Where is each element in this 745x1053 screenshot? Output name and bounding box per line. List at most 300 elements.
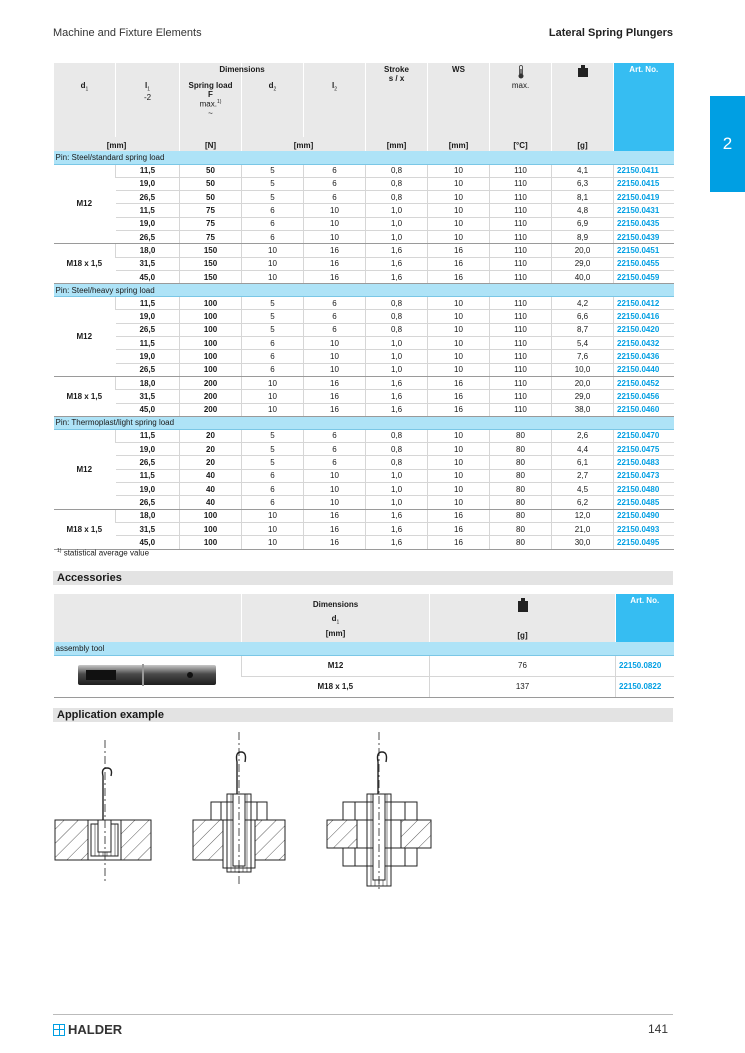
table-cell: 6: [242, 469, 304, 482]
table-cell: 16: [304, 522, 366, 535]
table-cell: 80: [490, 429, 552, 442]
table-cell: 200: [180, 403, 242, 416]
application-drawings: [53, 732, 453, 892]
table-cell: 5: [242, 323, 304, 336]
art-no-link[interactable]: 22150.0493: [614, 522, 674, 535]
table-cell: 1,0: [366, 230, 428, 243]
table-cell: 45,0: [116, 403, 180, 416]
table-cell: 21,0: [552, 522, 614, 535]
table-cell: 0,8: [366, 323, 428, 336]
table-cell: 20: [180, 429, 242, 442]
table-row: [54, 297, 674, 310]
table-cell: 1,6: [366, 376, 428, 389]
table-cell: 110: [490, 376, 552, 389]
table-cell: 20,0: [552, 244, 614, 257]
table-cell: 6: [304, 323, 366, 336]
table-cell: 26,5: [116, 230, 180, 243]
table-cell: 12,0: [552, 509, 614, 522]
table-cell: 10: [428, 483, 490, 496]
table-cell: 6: [304, 177, 366, 190]
table-cell: 6: [304, 443, 366, 456]
table-cell: 10: [428, 204, 490, 217]
table-cell: 29,0: [552, 257, 614, 270]
art-no-link[interactable]: 22150.0439: [614, 230, 674, 243]
table-cell: 1,0: [366, 217, 428, 230]
table-cell: 16: [428, 244, 490, 257]
table-cell: 10: [242, 257, 304, 270]
art-no-link[interactable]: 22150.0415: [614, 177, 674, 190]
table-cell: 10: [242, 244, 304, 257]
table-row: [54, 522, 674, 535]
table-cell: 40,0: [552, 270, 614, 283]
accessories-heading: Accessories: [53, 571, 673, 585]
table-cell: 10: [304, 496, 366, 509]
table-cell: 19,0: [116, 483, 180, 496]
col-d1: $d_1$: [54, 63, 116, 137]
table-cell: 100: [180, 310, 242, 323]
thread-size-cell: M12: [54, 429, 116, 509]
table-cell: 8,7: [552, 323, 614, 336]
table-row: [54, 191, 674, 204]
col-ws: WS: [428, 63, 490, 137]
table-cell: 1,0: [366, 350, 428, 363]
table-cell: 110: [490, 244, 552, 257]
table-cell: 1,6: [366, 390, 428, 403]
table-cell: 100: [180, 337, 242, 350]
table-cell: 11,5: [116, 469, 180, 482]
art-no-link[interactable]: 22150.0436: [614, 350, 674, 363]
table-row: [54, 217, 674, 230]
table-cell: 4,2: [552, 297, 614, 310]
table-row: [54, 204, 674, 217]
table-row: [54, 257, 674, 270]
table-cell: 80: [490, 456, 552, 469]
table-cell: 19,0: [116, 177, 180, 190]
table-cell: 1,0: [366, 204, 428, 217]
table-cell: 10: [428, 456, 490, 469]
acc-d1: M18 x 1,5: [242, 676, 430, 697]
dimensions-heading: Dimensions: [219, 65, 265, 74]
table-row: [54, 350, 674, 363]
table-cell: 110: [490, 297, 552, 310]
table-cell: 2,7: [552, 469, 614, 482]
table-cell: 40: [180, 496, 242, 509]
table-cell: 75: [180, 230, 242, 243]
thread-size-cell: M12: [54, 164, 116, 244]
table-cell: 200: [180, 390, 242, 403]
table-cell: 10: [304, 363, 366, 376]
table-cell: 20,0: [552, 376, 614, 389]
table-cell: 5,4: [552, 337, 614, 350]
section-row: assembly tool: [54, 642, 674, 655]
table-row: [54, 443, 674, 456]
table-cell: 11,5: [116, 164, 180, 177]
art-no-link[interactable]: 22150.0485: [614, 496, 674, 509]
table-cell: 6: [304, 310, 366, 323]
table-cell: 10: [242, 376, 304, 389]
table-cell: 18,0: [116, 376, 180, 389]
art-no-link[interactable]: 22150.0480: [614, 483, 674, 496]
thermometer-icon: [517, 65, 525, 79]
table-cell: 80: [490, 443, 552, 456]
art-no-link[interactable]: 22150.0432: [614, 337, 674, 350]
table-cell: 31,5: [116, 390, 180, 403]
table-cell: 110: [490, 230, 552, 243]
art-no-link[interactable]: 22150.0483: [614, 456, 674, 469]
table-cell: 31,5: [116, 522, 180, 535]
table-cell: 10: [428, 177, 490, 190]
acc-col-art-no: Art. No.: [616, 594, 674, 642]
spring-plunger-table: [53, 63, 673, 550]
running-header-right: Lateral Spring Plungers: [548, 27, 673, 39]
table-cell: 16: [304, 376, 366, 389]
acc-col-dimensions: Dimensions $d_1$ [mm]: [242, 594, 430, 642]
table-cell: 10: [428, 443, 490, 456]
table-cell: 1,0: [366, 469, 428, 482]
table-cell: 100: [180, 536, 242, 549]
table-cell: 150: [180, 257, 242, 270]
table-cell: 1,6: [366, 522, 428, 535]
art-no-link[interactable]: 22150.0451: [614, 244, 674, 257]
table-cell: 16: [304, 244, 366, 257]
table-cell: 11,5: [116, 204, 180, 217]
table-cell: 1,6: [366, 403, 428, 416]
table-cell: 6: [304, 456, 366, 469]
art-no-link[interactable]: 22150.0411: [614, 164, 674, 177]
table-cell: 5: [242, 164, 304, 177]
table-cell: 110: [490, 390, 552, 403]
table-row: [54, 230, 674, 243]
table-cell: 110: [490, 310, 552, 323]
table-cell: 5: [242, 429, 304, 442]
art-no-link[interactable]: 22150.0475: [614, 443, 674, 456]
thread-size-cell: M18 x 1,5: [54, 509, 116, 549]
table-cell: 10: [428, 337, 490, 350]
halder-logo-icon: [53, 1024, 65, 1036]
table-cell: 20: [180, 456, 242, 469]
table-cell: 110: [490, 177, 552, 190]
table-cell: 1,6: [366, 270, 428, 283]
table-cell: 0,8: [366, 191, 428, 204]
table-cell: 31,5: [116, 257, 180, 270]
table-cell: 6: [304, 429, 366, 442]
table-row: [54, 310, 674, 323]
table-cell: 26,5: [116, 363, 180, 376]
table-cell: 5: [242, 310, 304, 323]
table-cell: 10: [242, 270, 304, 283]
table-cell: 11,5: [116, 337, 180, 350]
table-cell: 10: [428, 297, 490, 310]
table-cell: 80: [490, 469, 552, 482]
art-no-link[interactable]: 22150.0495: [614, 536, 674, 549]
table-cell: 6: [242, 496, 304, 509]
running-header-left: Machine and Fixture Elements: [53, 27, 202, 39]
art-no-link[interactable]: 22150.0459: [614, 270, 674, 283]
table-cell: 8,1: [552, 191, 614, 204]
table-cell: 10: [428, 230, 490, 243]
table-cell: 10: [242, 509, 304, 522]
art-no-link[interactable]: 22150.0431: [614, 204, 674, 217]
footer-divider: [53, 1014, 673, 1015]
acc-col-weight: [g]: [430, 594, 616, 642]
table-cell: 10: [242, 522, 304, 535]
table-cell: 110: [490, 217, 552, 230]
table-cell: 10: [428, 217, 490, 230]
art-no-link[interactable]: 22150.0473: [614, 469, 674, 482]
table-cell: 10: [304, 217, 366, 230]
footnote: $^{1)}$ statistical average value: [57, 548, 150, 558]
table-cell: 1,0: [366, 337, 428, 350]
table-cell: 6,6: [552, 310, 614, 323]
table-cell: 20: [180, 443, 242, 456]
thread-size-cell: M18 x 1,5: [54, 244, 116, 284]
table-row: [54, 323, 674, 336]
table-cell: 6: [304, 164, 366, 177]
table-cell: 6: [242, 337, 304, 350]
application-drawing-3: [327, 732, 431, 890]
table-cell: 6: [242, 483, 304, 496]
table-cell: 110: [490, 337, 552, 350]
accessories-table: [53, 594, 673, 698]
table-cell: 110: [490, 270, 552, 283]
table-cell: 26,5: [116, 323, 180, 336]
table-cell: 16: [428, 270, 490, 283]
table-cell: 10: [428, 363, 490, 376]
table-cell: 38,0: [552, 403, 614, 416]
assembly-tool-image: [54, 655, 242, 697]
col-l2: $l_2$: [304, 63, 366, 137]
table-cell: 10: [304, 230, 366, 243]
table-cell: 19,0: [116, 310, 180, 323]
table-cell: 10: [428, 310, 490, 323]
table-cell: 18,0: [116, 244, 180, 257]
table-cell: 0,8: [366, 177, 428, 190]
table-row: [54, 270, 674, 283]
table-cell: 11,5: [116, 429, 180, 442]
table-cell: 150: [180, 270, 242, 283]
weight-icon: [577, 65, 589, 77]
art-no-link[interactable]: 22150.0452: [614, 376, 674, 389]
table-cell: 6: [242, 217, 304, 230]
table-cell: 6,9: [552, 217, 614, 230]
table-cell: 80: [490, 496, 552, 509]
table-cell: 110: [490, 323, 552, 336]
table-cell: 75: [180, 217, 242, 230]
chapter-tab[interactable]: 2: [710, 96, 745, 192]
table-cell: 6,3: [552, 177, 614, 190]
table-cell: 6: [304, 297, 366, 310]
table-cell: 0,8: [366, 164, 428, 177]
table-cell: 10: [304, 483, 366, 496]
table-cell: 10: [304, 350, 366, 363]
table-row: [54, 376, 674, 389]
table-cell: 80: [490, 483, 552, 496]
table-cell: 80: [490, 536, 552, 549]
acc-art-no[interactable]: 22150.0820: [616, 655, 674, 676]
table-cell: 10: [242, 390, 304, 403]
table-cell: 6: [242, 204, 304, 217]
table-cell: 45,0: [116, 270, 180, 283]
col-art-no: Art. No.: [614, 63, 674, 137]
table-row: [54, 363, 674, 376]
table-row: [54, 244, 674, 257]
table-cell: 110: [490, 191, 552, 204]
table-cell: 0,8: [366, 456, 428, 469]
table-cell: 100: [180, 522, 242, 535]
table-cell: 5: [242, 297, 304, 310]
table-cell: 16: [304, 509, 366, 522]
thread-size-cell: M18 x 1,5: [54, 376, 116, 416]
table-cell: 10: [242, 536, 304, 549]
art-no-link[interactable]: 22150.0440: [614, 363, 674, 376]
table-cell: 100: [180, 509, 242, 522]
thread-size-cell: M12: [54, 297, 116, 377]
acc-art-no[interactable]: 22150.0822: [616, 676, 674, 697]
table-cell: 6: [304, 191, 366, 204]
table-cell: 1,0: [366, 363, 428, 376]
table-cell: 16: [428, 403, 490, 416]
table-row: [54, 403, 674, 416]
art-no-link[interactable]: 22150.0470: [614, 429, 674, 442]
table-cell: 10: [428, 496, 490, 509]
col-d2: $d_2$: [242, 63, 304, 137]
table-cell: 10: [428, 191, 490, 204]
table-cell: 0,8: [366, 429, 428, 442]
table-cell: 50: [180, 164, 242, 177]
table-cell: 10: [428, 469, 490, 482]
table-cell: 19,0: [116, 350, 180, 363]
table-cell: 1,6: [366, 509, 428, 522]
table-cell: 29,0: [552, 390, 614, 403]
table-cell: 4,8: [552, 204, 614, 217]
table-row: [54, 509, 674, 522]
table-cell: 16: [428, 257, 490, 270]
acc-weight: 76: [430, 655, 616, 676]
table-cell: 6: [242, 363, 304, 376]
section-row: Pin: Steel/heavy spring load: [54, 284, 674, 297]
table-cell: 4,4: [552, 443, 614, 456]
table-cell: 6: [242, 230, 304, 243]
table-cell: 110: [490, 350, 552, 363]
table-cell: 10: [242, 403, 304, 416]
table-cell: 18,0: [116, 509, 180, 522]
table-cell: 100: [180, 297, 242, 310]
table-cell: 6,2: [552, 496, 614, 509]
table-cell: 150: [180, 244, 242, 257]
col-temperature: max.: [490, 63, 552, 137]
table-cell: 200: [180, 376, 242, 389]
art-no-link[interactable]: 22150.0490: [614, 509, 674, 522]
application-drawing-1: [55, 740, 151, 882]
art-no-link[interactable]: 22150.0416: [614, 310, 674, 323]
art-no-link[interactable]: 22150.0435: [614, 217, 674, 230]
table-cell: 100: [180, 323, 242, 336]
art-no-link[interactable]: 22150.0455: [614, 257, 674, 270]
table-cell: 1,6: [366, 536, 428, 549]
art-no-link[interactable]: 22150.0420: [614, 323, 674, 336]
table-cell: 16: [428, 536, 490, 549]
section-row: Pin: Thermoplast/light spring load: [54, 416, 674, 429]
table-cell: 16: [304, 390, 366, 403]
table-cell: 19,0: [116, 443, 180, 456]
table-cell: 110: [490, 363, 552, 376]
table-cell: 5: [242, 191, 304, 204]
table-cell: 26,5: [116, 191, 180, 204]
acc-weight: 137: [430, 676, 616, 697]
table-cell: 10: [428, 350, 490, 363]
table-cell: 10: [304, 337, 366, 350]
table-cell: 50: [180, 191, 242, 204]
col-stroke: Stroke s / x: [366, 63, 428, 137]
table-cell: 110: [490, 403, 552, 416]
table-cell: 7,6: [552, 350, 614, 363]
table-cell: 16: [304, 536, 366, 549]
table-cell: 10,0: [552, 363, 614, 376]
col-l1: $l_1$ -2: [116, 63, 180, 137]
table-cell: 1,0: [366, 483, 428, 496]
col-weight: [552, 63, 614, 137]
table-cell: 110: [490, 257, 552, 270]
table-cell: 100: [180, 350, 242, 363]
table-cell: 75: [180, 204, 242, 217]
table-cell: 40: [180, 469, 242, 482]
table-cell: 10: [428, 323, 490, 336]
table-cell: 4,1: [552, 164, 614, 177]
table-cell: 10: [304, 204, 366, 217]
table-row: [54, 429, 674, 442]
table-cell: 26,5: [116, 456, 180, 469]
table-cell: 11,5: [116, 297, 180, 310]
table-cell: 8,9: [552, 230, 614, 243]
art-no-link[interactable]: 22150.0419: [614, 191, 674, 204]
table-cell: 50: [180, 177, 242, 190]
table-cell: 6,1: [552, 456, 614, 469]
col-spring-load: Dimensions Spring load F max.$^{1)}$ ~: [180, 63, 242, 137]
table-cell: 16: [304, 257, 366, 270]
table-cell: 0,8: [366, 310, 428, 323]
table-cell: 0,8: [366, 443, 428, 456]
table-row: [54, 337, 674, 350]
table-row: [54, 496, 674, 509]
table-cell: 80: [490, 522, 552, 535]
weight-icon: [517, 598, 529, 612]
table-cell: 10: [428, 164, 490, 177]
table-cell: 16: [428, 390, 490, 403]
table-cell: 10: [304, 469, 366, 482]
table-cell: 26,5: [116, 496, 180, 509]
table-cell: 6: [242, 350, 304, 363]
table-cell: 40: [180, 483, 242, 496]
table-cell: 30,0: [552, 536, 614, 549]
art-no-link[interactable]: 22150.0460: [614, 403, 674, 416]
application-drawing-2: [193, 732, 285, 887]
section-row: Pin: Steel/standard spring load: [54, 151, 674, 164]
page-number: 141: [647, 1022, 668, 1036]
table-cell: 110: [490, 164, 552, 177]
table-cell: 1,0: [366, 496, 428, 509]
table-cell: 16: [304, 403, 366, 416]
art-no-link[interactable]: 22150.0412: [614, 297, 674, 310]
table-cell: 1,6: [366, 257, 428, 270]
table-cell: 19,0: [116, 217, 180, 230]
table-cell: 5: [242, 443, 304, 456]
table-row: [54, 164, 674, 177]
table-cell: 100: [180, 363, 242, 376]
brand-logo: HALDER: [53, 1022, 122, 1037]
acc-d1: M12: [242, 655, 430, 676]
art-no-link[interactable]: 22150.0456: [614, 390, 674, 403]
table-cell: 16: [428, 509, 490, 522]
